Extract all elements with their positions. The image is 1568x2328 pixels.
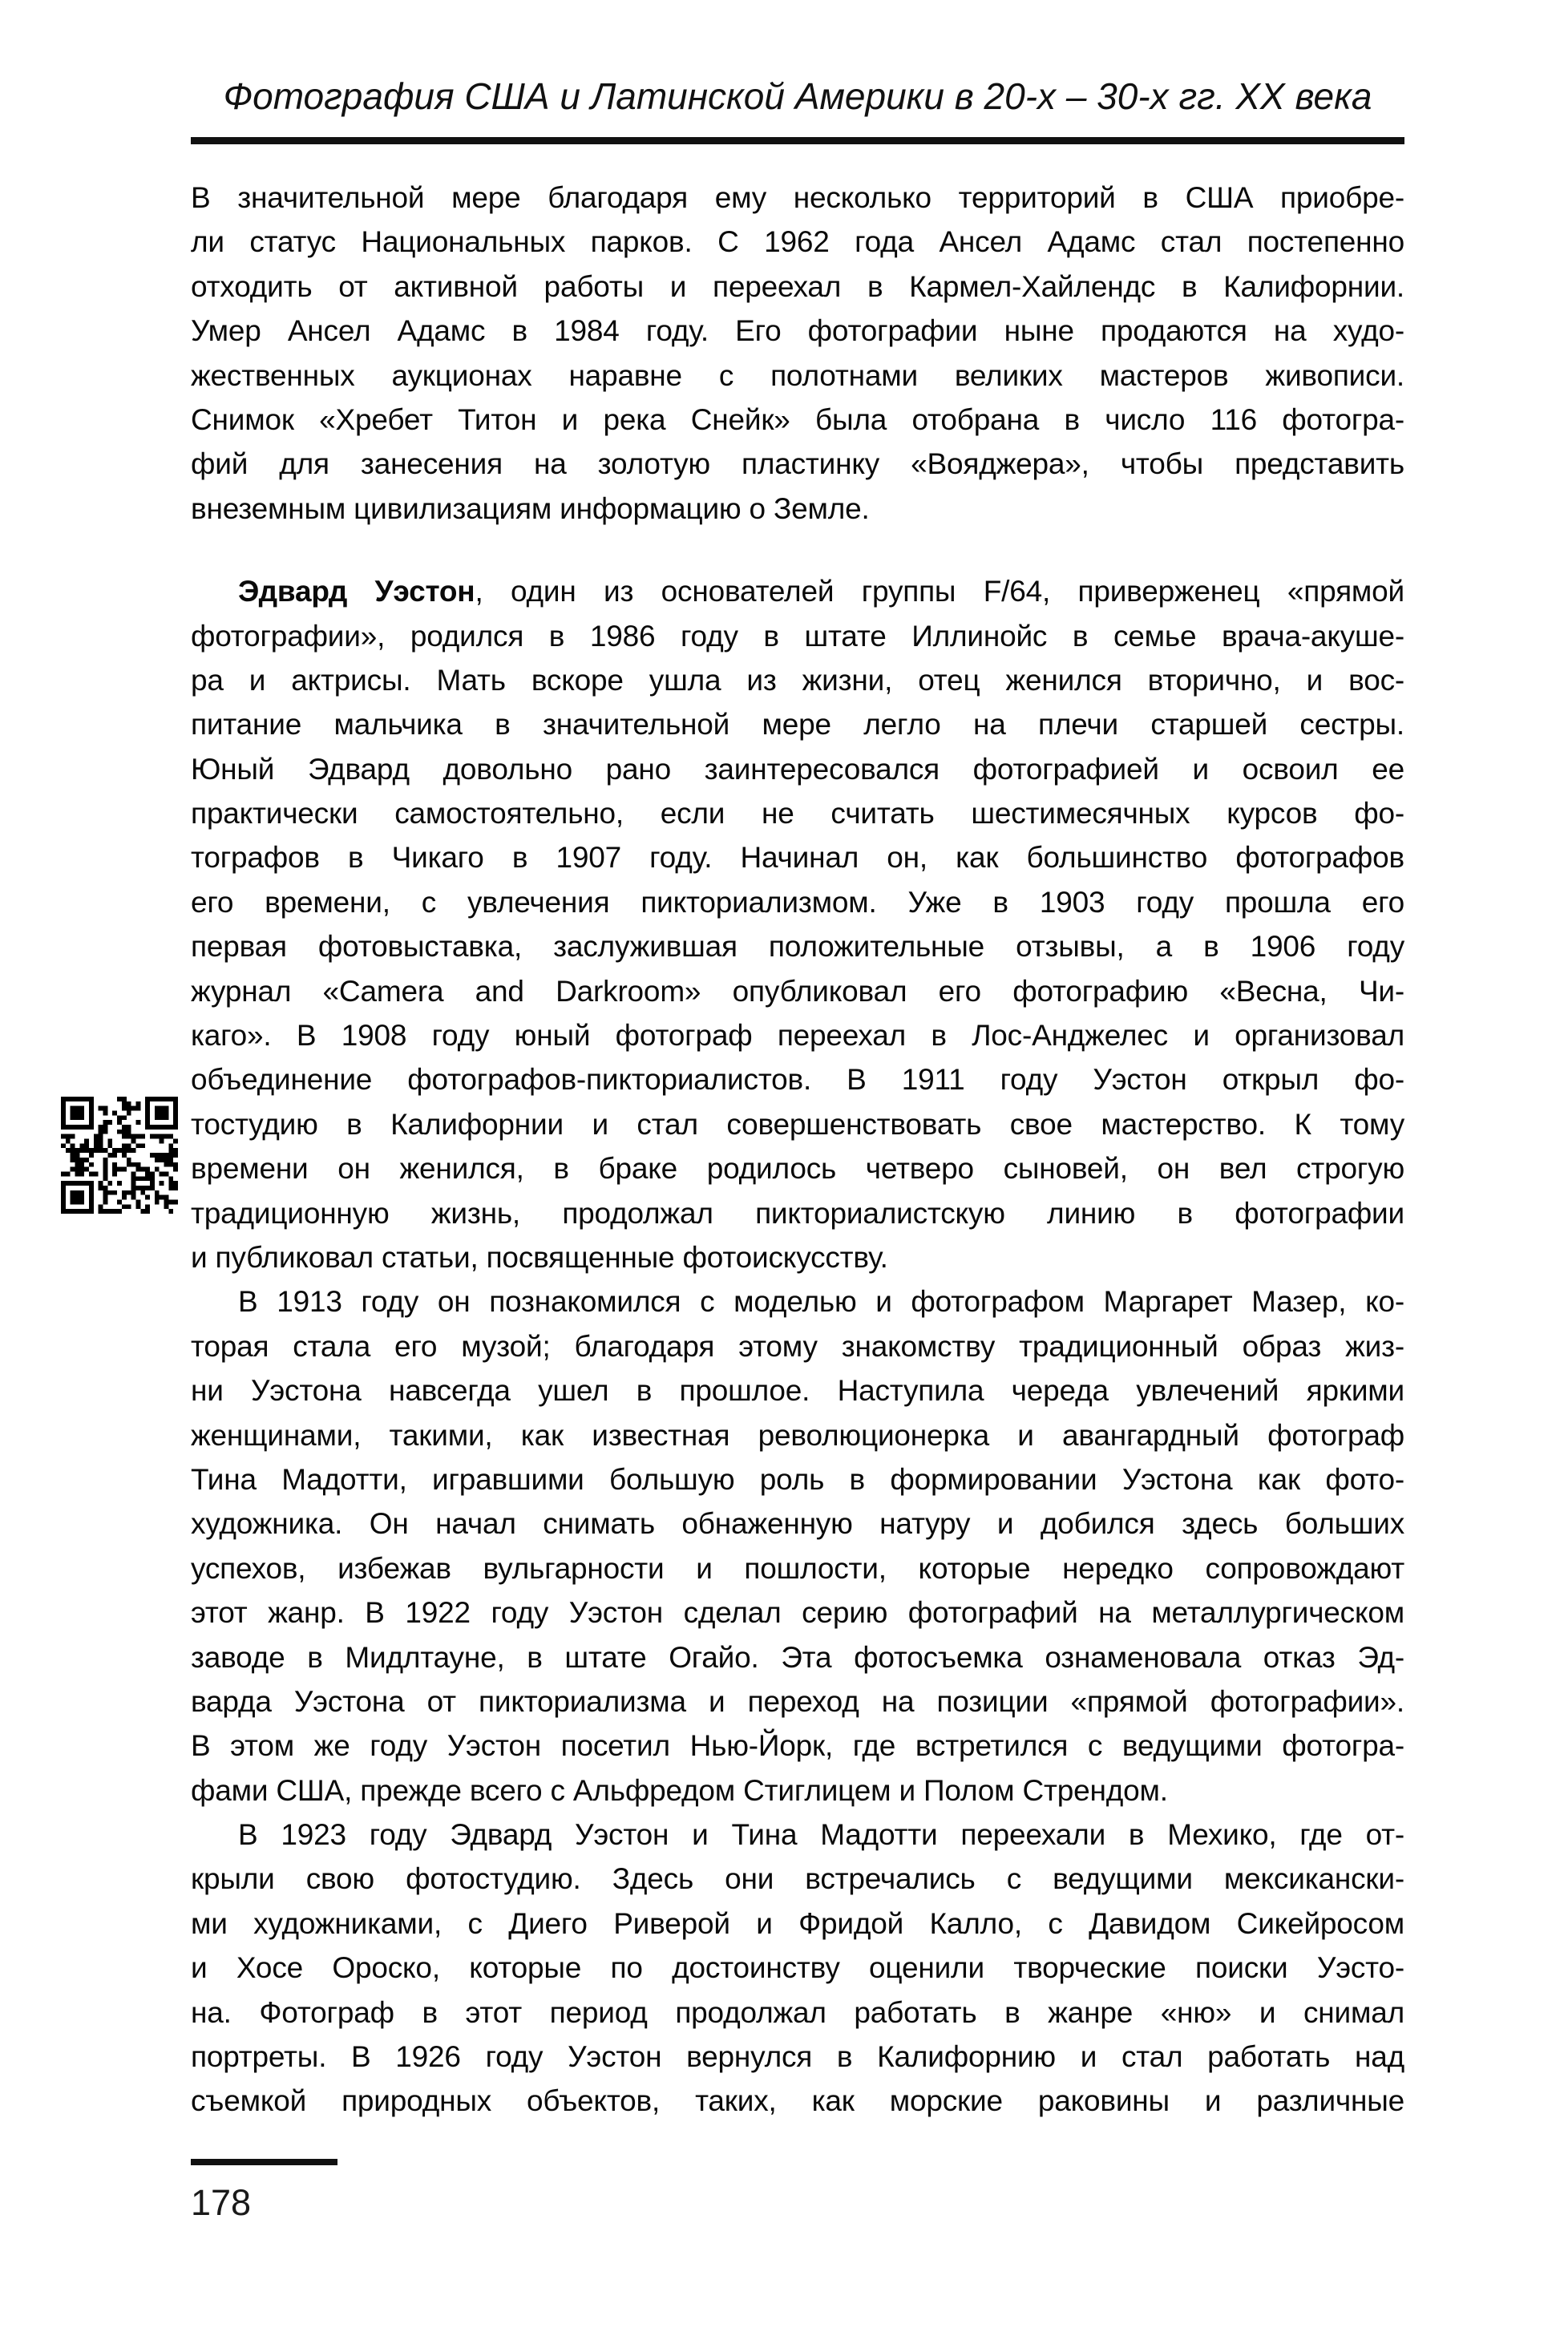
text-line: В 1913 году он познакомился с моделью и фотографом Маргарет Мазер, ко- xyxy=(238,1285,1404,1319)
text-line: тостудию в Калифорнии и стал совершенствовать свое мастерство. К тому xyxy=(191,1107,1404,1141)
text-line: журнал «Camera and Darkroom» опубликовал его фотографию «Весна, Чи- xyxy=(191,974,1404,1008)
text-line: отходить от активной работы и переехал в Кармел-Хайлендс в Калифорнии. xyxy=(191,269,1404,303)
text-line: питание мальчика в значительной мере легло на плечи старшей сестры. xyxy=(191,708,1404,742)
text-line: и публиковал статьи, посвященные фотоискусству. xyxy=(191,1240,888,1274)
text-line: внеземным цивилизациям информацию о Земле. xyxy=(191,491,870,525)
text-line: женщинами, такими, как известная революционерка и авангардный фотограф xyxy=(191,1418,1404,1452)
text-line: ни Уэстона навсегда ушел в прошлое. Наступила череда увлечений яркими xyxy=(191,1374,1404,1408)
text-line: каго». В 1908 году юный фотограф переехал в Лос-Анджелес и организовал xyxy=(191,1019,1404,1053)
text-line: успехов, избежав вульгарности и пошлости, которые нередко сопровождают xyxy=(191,1551,1404,1585)
text-line: Юный Эдвард довольно рано заинтересовался фотографией и освоил ее xyxy=(191,752,1404,786)
text-line: ра и актрисы. Мать вскоре ушла из жизни, отец женился вторично, и вос- xyxy=(191,663,1404,697)
text-line: фотографии», родился в 1986 году в штате Иллинойс в семье врача-акуше- xyxy=(191,619,1404,653)
text-line: торая стала его музой; благодаря этому знакомству традиционный образ жиз- xyxy=(191,1329,1404,1363)
text-line: крыли свою фотостудию. Здесь они встречались с ведущими мексикански- xyxy=(191,1862,1404,1896)
text-line: съемкой природных объектов, таких, как морские раковины и различные xyxy=(191,2084,1404,2118)
text-line: Снимок «Хребет Титон и река Снейк» была отобрана в число 116 фотогра- xyxy=(191,402,1404,436)
footer-rule xyxy=(191,2159,337,2165)
text-line: Тина Мадотти, игравшими большую роль в формировании Уэстона как фото- xyxy=(191,1462,1404,1496)
paragraph xyxy=(191,1279,1404,1813)
text-line: на. Фотограф в этот период продолжал работать в жанре «ню» и снимал xyxy=(191,1995,1404,2029)
text-line: Умер Ансел Адамс в 1984 году. Его фотографии ныне продаются на худо- xyxy=(191,314,1404,348)
text-line: фами США, прежде всего с Альфредом Стиглицем и Полом Стрендом. xyxy=(191,1773,1168,1807)
text-line: В этом же году Уэстон посетил Нью-Йорк, где встретился с ведущими фотогра- xyxy=(191,1729,1404,1763)
text-line: объединение фотографов-пикториалистов. В 1911 году Уэстон открыл фо- xyxy=(191,1063,1404,1097)
text-line: времени он женился, в браке родилось четверо сыновей, он вел строгую xyxy=(191,1152,1404,1186)
paragraph xyxy=(191,1813,1404,2124)
text-line: ми художниками, с Диего Риверой и Фридой Калло, с Давидом Сикейросом xyxy=(191,1906,1404,1940)
text-line: его времени, с увлечения пикториализмом. Уже в 1903 году прошла его xyxy=(191,885,1404,919)
text-line: варда Уэстона от пикториализма и переход на позиции «прямой фотографии». xyxy=(191,1684,1404,1718)
paragraph xyxy=(191,176,1404,531)
text-line: ли статус Национальных парков. С 1962 года Ансел Адамс стал постепенно xyxy=(191,225,1404,259)
text-line: тографов в Чикаго в 1907 году. Начинал он, как большинство фотографов xyxy=(191,841,1404,875)
text-line: фий для занесения на золотую пластинку «Вояджера», чтобы представить xyxy=(191,447,1404,481)
text-line: портреты. В 1926 году Уэстон вернулся в Калифорнию и стал работать над xyxy=(191,2040,1404,2074)
text-line: В значительной мере благодаря ему несколько территорий в США приобре- xyxy=(191,181,1404,214)
body-text xyxy=(191,176,1404,2124)
qr-code xyxy=(61,1097,178,1214)
text-line: художника. Он начал снимать обнаженную натуру и добился здесь больших xyxy=(191,1507,1404,1541)
text-line: первая фотовыставка, заслужившая положительные отзывы, а в 1906 году xyxy=(191,930,1404,964)
text-line: этот жанр. В 1922 году Уэстон сделал серию фотографий на металлургическом xyxy=(191,1596,1404,1630)
page-number: 178 xyxy=(191,2182,252,2223)
running-head-title: Фотография США и Латинской Америки в 20-х – 30-х гг. XX века xyxy=(223,75,1372,117)
text-line: заводе в Мидлтауне, в штате Огайо. Эта фотосъемка ознаменовала отказ Эд- xyxy=(191,1640,1404,1674)
text-line: Эдвард Уэстон, один из основателей группы F/64, приверженец «прямой xyxy=(238,575,1404,608)
text-line: и Хосе Ороско, которые по достоинству оценили творческие поиски Уэсто- xyxy=(191,1951,1404,1985)
text-line: В 1923 году Эдвард Уэстон и Тина Мадотти переехали в Мехико, где от- xyxy=(238,1818,1404,1852)
header-rule xyxy=(191,137,1404,144)
text-line: традиционную жизнь, продолжал пикториалистскую линию в фотографии xyxy=(191,1196,1404,1230)
text-line: практически самостоятельно, если не считать шестимесячных курсов фо- xyxy=(191,797,1404,831)
paragraph xyxy=(191,569,1404,1279)
text-line: жественных аукционах наравне с полотнами великих мастеров живописи. xyxy=(191,358,1404,392)
